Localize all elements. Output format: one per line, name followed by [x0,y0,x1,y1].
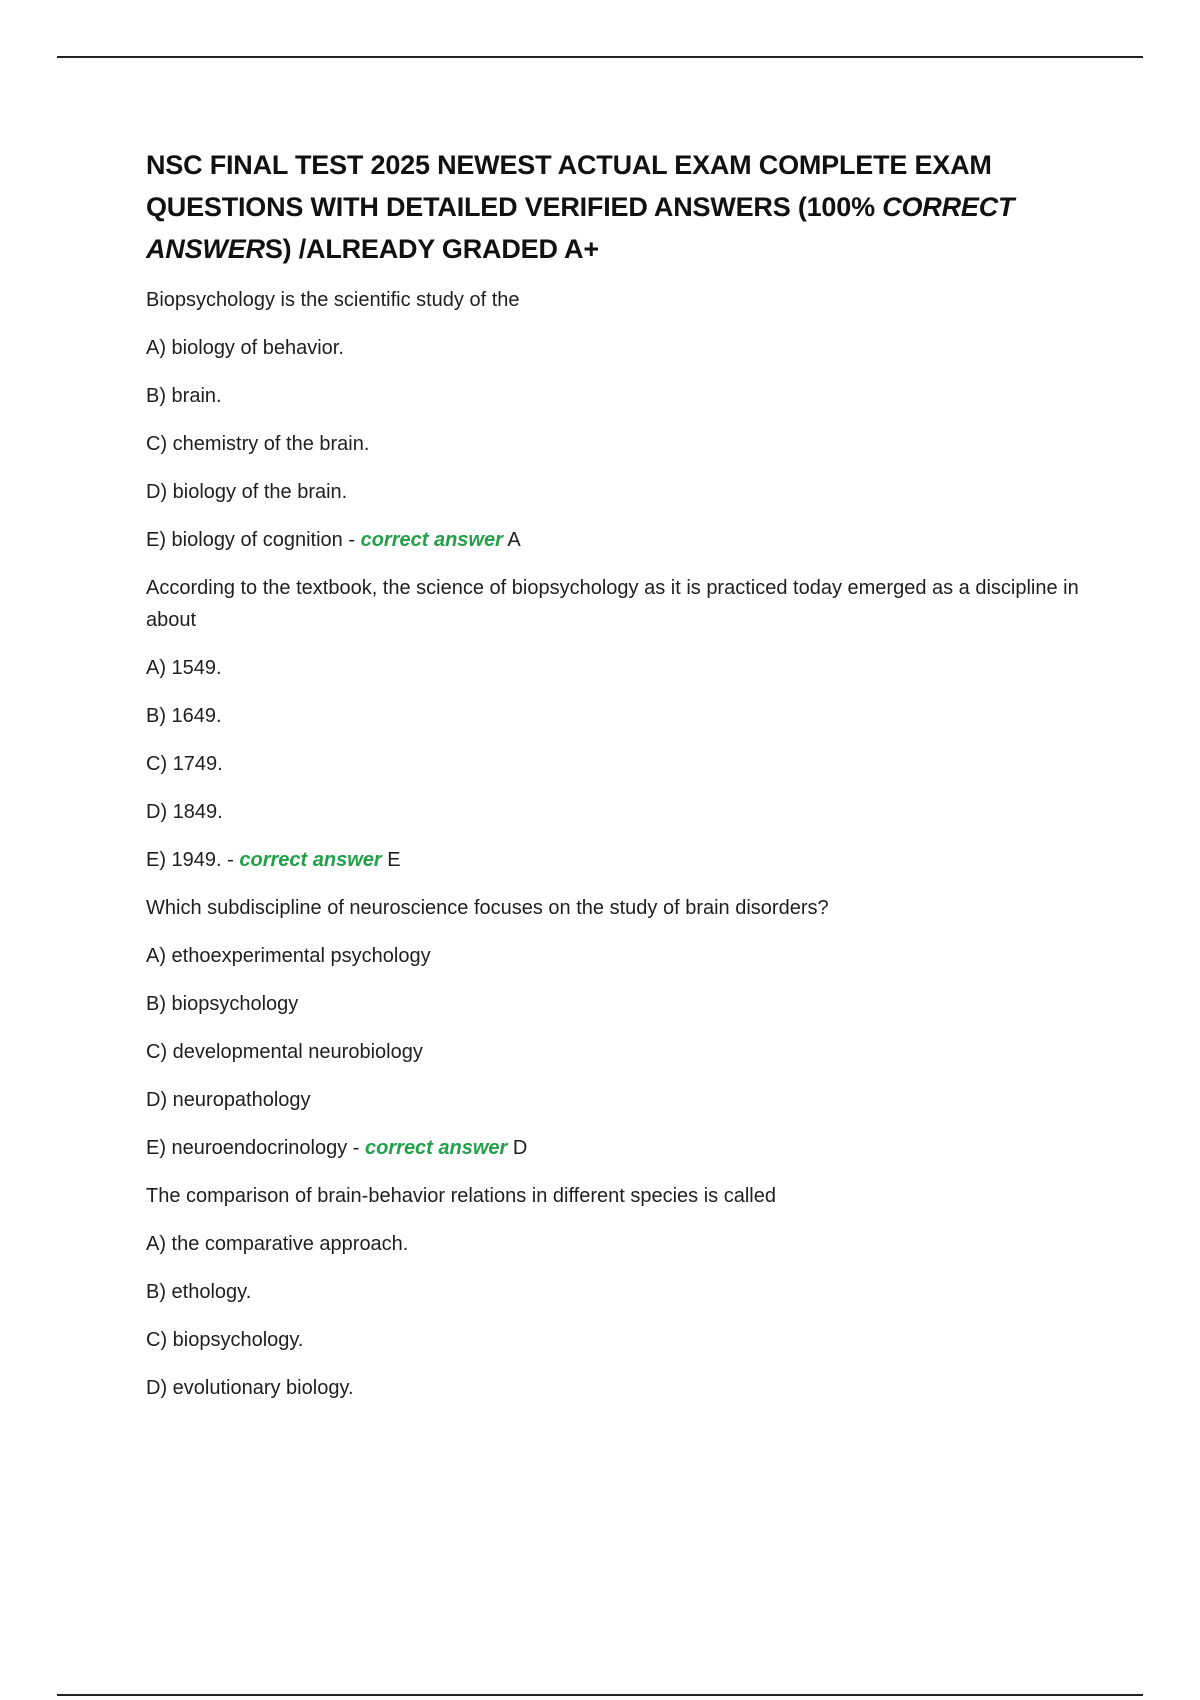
answer-separator: - [221,849,240,871]
option-c: C) chemistry of the brain. [146,433,370,455]
question-stem: The comparison of brain-behavior relations in different species is called [146,1185,776,1207]
option-e: E) 1949. [146,849,222,871]
option-b: B) 1649. [146,705,222,727]
option-e-with-answer [146,844,1086,892]
correct-answer-label: correct answer [239,849,382,871]
title-text-italic: CORRECT ANSWER [146,192,1015,264]
title-text-part2: S) /ALREADY GRADED A+ [264,234,599,264]
option-d: D) 1849. [146,801,223,823]
title-text-part1: NSC FINAL TEST 2025 NEWEST ACTUAL EXAM COMPLETE EXAM QUESTIONS WITH DETAILED VERIFIED ANSWERS (100% [146,150,992,222]
option-a: A) 1549. [146,657,222,679]
option-e-with-answer [146,1132,1086,1180]
option-e-with-answer [146,524,1086,572]
option-c: C) developmental neurobiology [146,1041,423,1063]
option-c: C) biopsychology. [146,1329,304,1351]
option-b: B) ethology. [146,1281,252,1303]
question-list [146,284,1086,1420]
option-b: B) brain. [146,385,222,407]
correct-answer-label: correct answer [360,529,503,551]
bottom-rule [57,1694,1143,1696]
question-stem: Biopsychology is the scientific study of the [146,289,520,311]
question-stem: According to the textbook, the science of biopsychology as it is practiced today emerged as a discipline in about [146,577,1079,631]
option-c: C) 1749. [146,753,223,775]
option-b: B) biopsychology [146,993,299,1015]
option-e: E) biology of cognition [146,529,343,551]
correct-answer-value: A [507,529,521,551]
option-d: D) evolutionary biology. [146,1377,354,1399]
question-2 [146,572,1086,892]
option-a: A) biology of behavior. [146,337,344,359]
correct-answer-label: correct answer [365,1137,508,1159]
option-a: A) ethoexperimental psychology [146,945,431,967]
answer-separator: - [342,529,361,551]
question-4 [146,1180,1086,1420]
question-3 [146,892,1086,1180]
document-body [146,144,1086,1420]
option-e: E) neuroendocrinology [146,1137,348,1159]
option-a: A) the comparative approach. [146,1233,409,1255]
question-1 [146,284,1086,572]
answer-separator: - [347,1137,366,1159]
document-title [146,144,1086,270]
top-rule [57,56,1143,58]
option-d: D) biology of the brain. [146,481,348,503]
correct-answer-value: D [512,1137,528,1159]
correct-answer-value: E [387,849,401,871]
question-stem: Which subdiscipline of neuroscience focuses on the study of brain disorders? [146,897,829,919]
option-d: D) neuropathology [146,1089,311,1111]
